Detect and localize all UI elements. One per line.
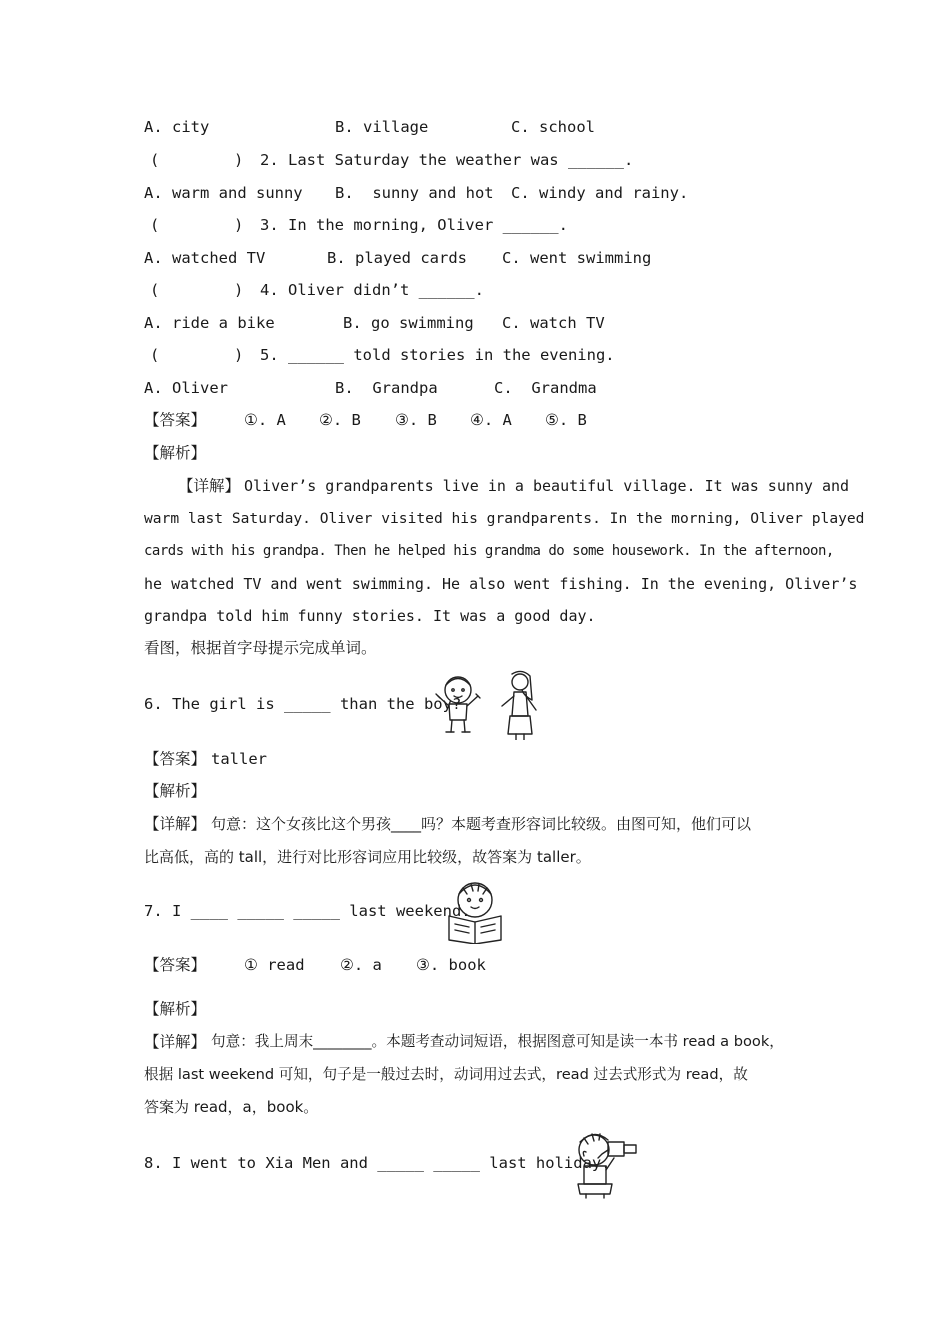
q6-detail-line: 比高低，高的 tall，进行对比形容词应用比较级，故答案为 taller。: [144, 848, 591, 866]
q7-detail-line: 根据 last weekend 可知，句子是一般过去时，动词用过去式，read 过去式形式为 read，故: [144, 1066, 748, 1083]
q4-option-b: B. go swimming: [343, 314, 474, 332]
detail-line: grandpa told him funny stories. It was a good day.: [144, 607, 596, 625]
q6-answer: taller: [211, 750, 267, 768]
q4-answer-bracket: ( ): [150, 281, 244, 299]
q4-question: 4. Oliver didn’t ______.: [260, 281, 484, 299]
q6-answer-label: 【答案】: [144, 750, 207, 768]
q6-question: 6. The girl is _____ than the boy?: [144, 695, 462, 713]
q8-question: 8. I went to Xia Men and _____ _____ last holiday.: [144, 1154, 611, 1172]
section-instruction: 看图，根据首字母提示完成单词。: [144, 639, 377, 657]
q5-option-a: A. Oliver: [144, 379, 228, 397]
q5-question: 5. ______ told stories in the evening.: [260, 346, 615, 364]
answer-item: ④. A: [470, 411, 512, 429]
q7-detail-line: 答案为 read，a，book。: [144, 1098, 319, 1116]
q7-answer-item: ②. a: [340, 956, 382, 974]
q7-detail-label: 【详解】: [144, 1033, 207, 1051]
q5-answer-bracket: ( ): [150, 346, 244, 364]
q4-option-a: A. ride a bike: [144, 314, 275, 332]
q2-option-c: C. windy and rainy.: [511, 184, 689, 202]
answer-item: ③. B: [395, 411, 437, 429]
q1-option-b: B. village: [335, 118, 429, 136]
boy-reading-book-illustration: [443, 876, 507, 944]
detail-line: warm last Saturday. Oliver visited his grandparents. In the morning, Oliver played: [144, 510, 865, 527]
q2-question: 2. Last Saturday the weather was ______.: [260, 151, 634, 169]
boy-and-girl-illustration: [432, 668, 544, 740]
q7-question: 7. I ____ _____ _____ last weekend.: [144, 902, 471, 920]
q4-option-c: C. watch TV: [502, 314, 605, 332]
boy-taking-photo-illustration: [568, 1128, 640, 1200]
answer-item: ⑤. B: [545, 411, 587, 429]
q7-answer-item: ③. book: [416, 956, 486, 974]
q7-detail-line: 句意：我上周末________。本题考查动词短语，根据图意可知是读一本书 read a book，: [211, 1033, 784, 1050]
q7-answer-item: ① read: [244, 956, 305, 974]
detail-line: he watched TV and went swimming. He also went fishing. In the evening, Oliver’s: [144, 575, 858, 593]
answer-label: 【答案】: [144, 411, 207, 429]
answer-item: ②. B: [319, 411, 361, 429]
detail-line: Oliver’s grandparents live in a beautiful village. It was sunny and: [244, 477, 850, 495]
q2-answer-bracket: ( ): [150, 151, 244, 169]
q3-question: 3. In the morning, Oliver ______.: [260, 216, 568, 234]
q2-option-b: B. sunny and hot: [335, 184, 494, 202]
q6-analysis-label: 【解析】: [144, 782, 207, 800]
q6-detail-line: 句意：这个女孩比这个男孩____吗？本题考查形容词比较级。由图可知，他们可以: [211, 815, 752, 833]
q5-option-b: B. Grandpa: [335, 379, 438, 397]
answer-item: ①. A: [244, 411, 286, 429]
q1-option-a: A. city: [144, 118, 210, 136]
detail-line: cards with his grandpa. Then he helped his grandma do some housework. In the afternoon,: [144, 543, 834, 559]
q3-option-b: B. played cards: [327, 249, 467, 267]
q2-option-a: A. warm and sunny: [144, 184, 303, 202]
q3-answer-bracket: ( ): [150, 216, 244, 234]
q6-detail-label: 【详解】: [144, 815, 207, 833]
q3-option-a: A. watched TV: [144, 249, 266, 267]
q7-analysis-label: 【解析】: [144, 1000, 207, 1018]
q3-option-c: C. went swimming: [502, 249, 652, 267]
q1-option-c: C. school: [511, 118, 595, 136]
q5-option-c: C. Grandma: [494, 379, 597, 397]
detail-label: 【详解】: [178, 477, 241, 495]
q7-answer-label: 【答案】: [144, 956, 207, 974]
analysis-label: 【解析】: [144, 444, 207, 462]
